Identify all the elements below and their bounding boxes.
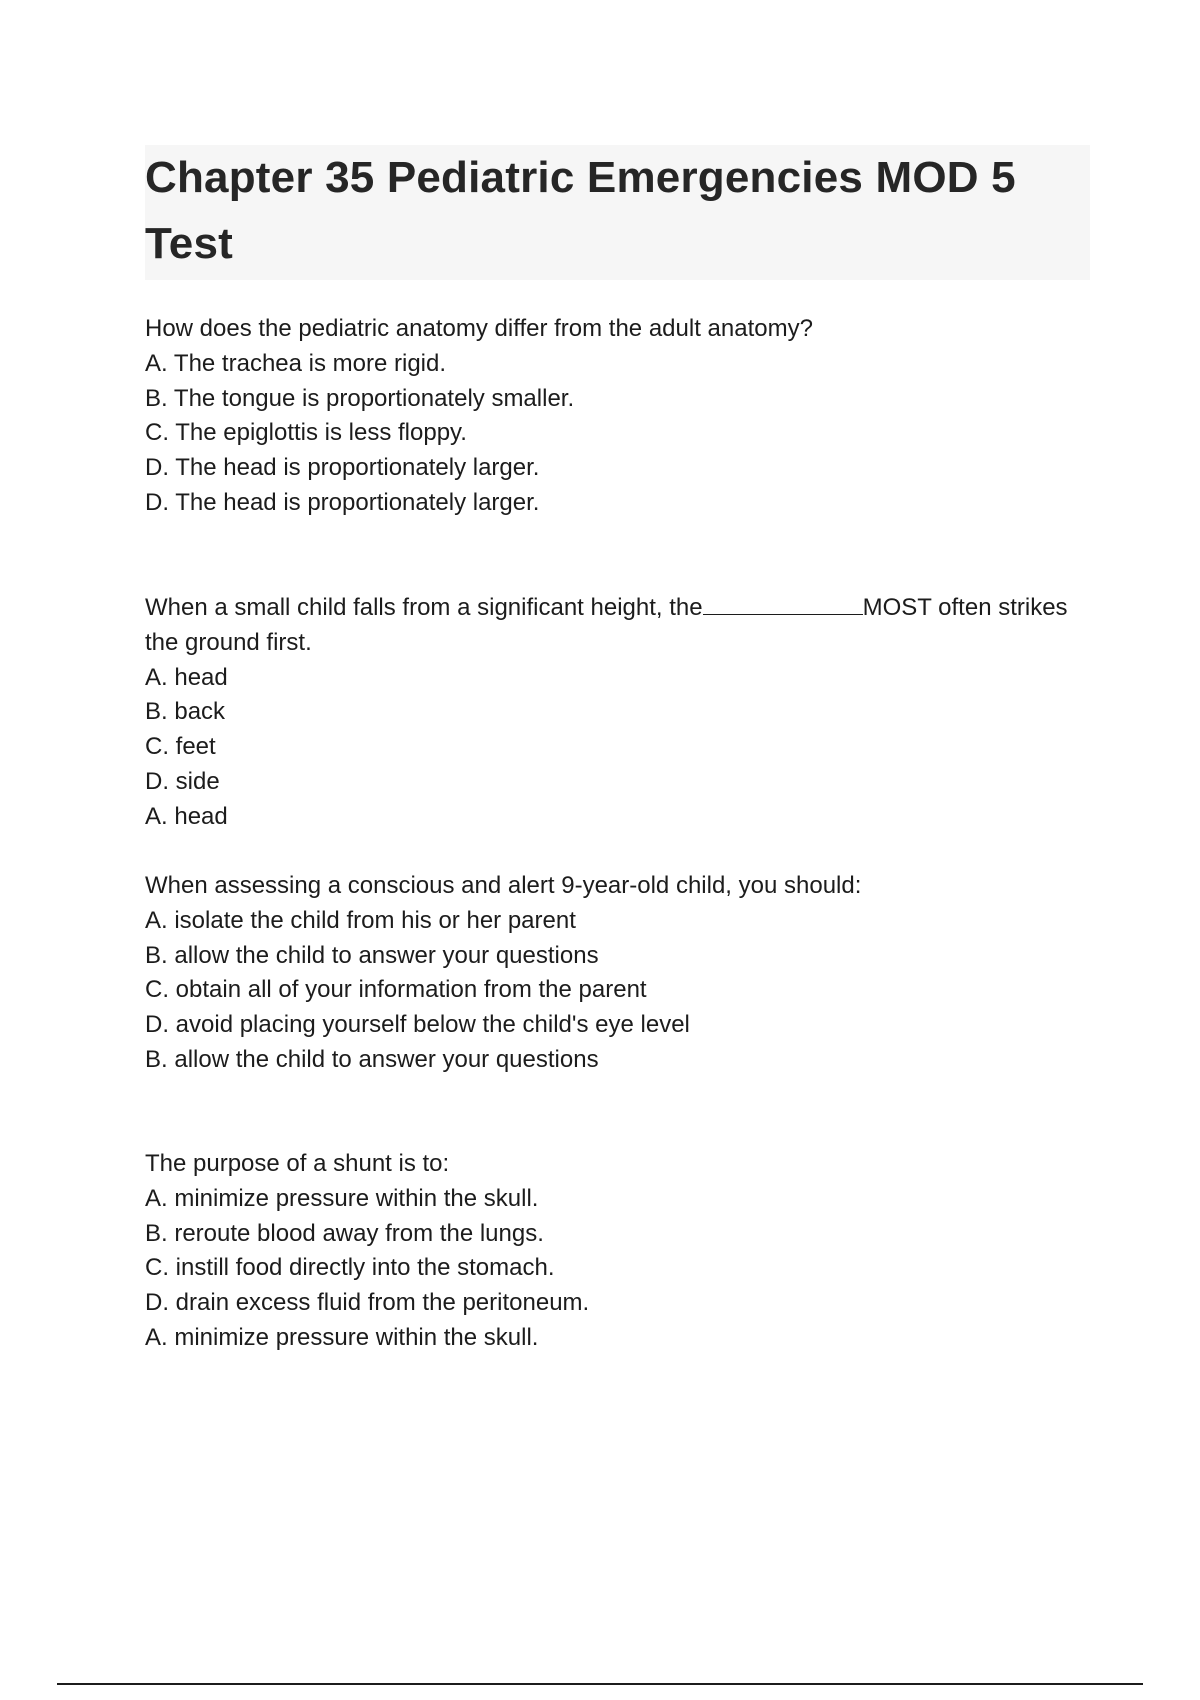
question-prompt [145,591,1095,661]
question-prompt: When assessing a conscious and alert 9-year-old child, you should: [145,872,862,899]
answer-option: C. The epiglottis is less floppy. [145,419,467,447]
answer-option: A. head [145,663,228,691]
title-block [145,145,1090,280]
prompt-text-before-blank: When a small child falls from a significant height, the [145,594,703,621]
answer-option: B. reroute blood away from the lungs. [145,1219,544,1247]
correct-answer: A. minimize pressure within the skull. [145,1323,539,1351]
answer-option: B. The tongue is proportionately smaller. [145,384,575,412]
page-title: Chapter 35 Pediatric Emergencies MOD 5 Test [145,153,1016,268]
answer-option: A. minimize pressure within the skull. [145,1184,539,1212]
question-4 [145,1147,1095,1356]
question-3 [145,869,1095,1078]
answer-option: D. avoid placing yourself below the child's eye level [145,1011,690,1039]
question-1 [145,312,1095,521]
footer-divider [57,1683,1143,1685]
question-prompt: The purpose of a shunt is to: [145,1150,450,1177]
answer-option: D. drain excess fluid from the peritoneum. [145,1289,590,1317]
answer-option: D. The head is proportionately larger. [145,454,540,482]
answer-option: B. back [145,698,226,726]
answer-option: C. obtain all of your information from the parent [145,976,647,1004]
question-prompt: How does the pediatric anatomy differ from the adult anatomy? [145,315,813,342]
correct-answer: D. The head is proportionately larger. [145,488,540,516]
question-2 [145,591,1095,835]
answer-option: C. feet [145,733,216,761]
correct-answer: A. head [145,802,228,830]
prompt-text-after-blank: MOST often strikes the ground first. [145,594,1068,656]
fill-in-blank [703,592,863,615]
answer-option: B. allow the child to answer your questions [145,941,599,969]
answer-option: C. instill food directly into the stomach. [145,1254,555,1282]
correct-answer: B. allow the child to answer your questions [145,1045,599,1073]
answer-option: A. isolate the child from his or her parent [145,906,576,934]
answer-option: D. side [145,767,220,795]
answer-option: A. The trachea is more rigid. [145,349,447,377]
